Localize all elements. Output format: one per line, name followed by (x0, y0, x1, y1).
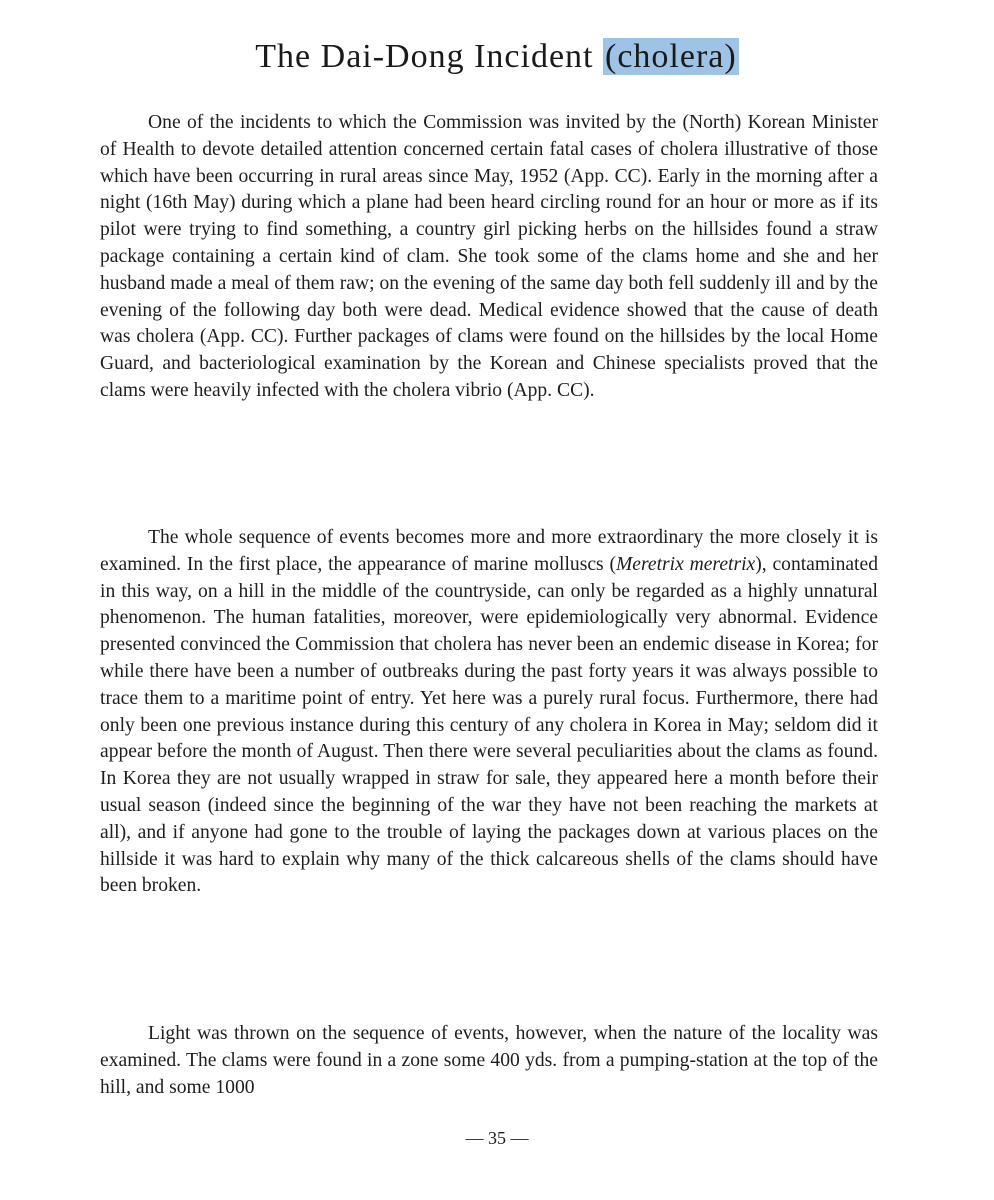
title-highlighted-text[interactable]: (cholera) (605, 38, 737, 75)
paragraph-3 (100, 1021, 878, 1101)
paragraph-2-text-before: The whole sequence of events becomes more and more extraordinary the more closely it is examined. In the first place, the appearance of marine molluscs ( (100, 527, 878, 575)
paragraph-1 (100, 110, 878, 405)
page-title (0, 38, 994, 76)
page-number: — 35 — (465, 1128, 529, 1148)
paragraph-2 (100, 525, 878, 900)
species-name-italic: Meretrix meretrix (615, 553, 756, 575)
paragraph-1-text: One of the incidents to which the Commission was invited by the (North) Korean Minister of Health to devote detailed attention concerned certain fatal cases of cholera illustrative of those which have been occurring in rural areas since May, 1952 (App. CC). Early in the morning after a night (16th May) during which a plane had been heard circling round for an hour or more as if its pilot were trying to find something, a country girl picking herbs on the hillsides found a straw package containing a certain kind of clam. She took some of the clams home and she and her husband made a meal of them raw; on the evening of the same day both fell suddenly ill and by the evening of the following day both were dead. Medical evidence showed that the cause of death was cholera (App. CC). Further packages of clams were found on the hillsides by the local Home Guard, and bacteriological examination by the Korean and Chinese specialists proved that the clams were heavily infected with the cholera vibrio (App. CC). (100, 112, 878, 401)
title-main-text: The Dai-Dong Incident (255, 38, 604, 75)
paragraph-3-text: Light was thrown on the sequence of events, however, when the nature of the locality was examined. The clams were found in a zone some 400 yds. from a pumping-station at the top of the hill, and some 1000 (100, 1023, 878, 1098)
paragraph-2-text (100, 525, 878, 900)
paragraph-2-text-after: ), contaminated in this way, on a hill in the middle of the countryside, can only be regarded as a highly unnatural phenomenon. The human fatalities, moreover, were epidemiologically very abnormal. Evidence presented convinced the Commission that cholera has never been an endemic disease in Korea; for while there have been a number of outbreaks during the past forty years it was always possible to trace them to a maritime point of entry. Yet here was a purely rural focus. Furthermore, there had only been one previous instance during this century of any cholera in Korea in May; seldom did it appear before the month of August. Then there were several peculiarities about the clams as found. In Korea they are not usually wrapped in straw for sale, they appeared here a month before their usual season (indeed since the beginning of the war they have not been reaching the markets at all), and if anyone had gone to the trouble of laying the packages down at various places on the hillside it was hard to explain why many of the thick calcareous shells of the clams should have been broken. (100, 553, 878, 897)
